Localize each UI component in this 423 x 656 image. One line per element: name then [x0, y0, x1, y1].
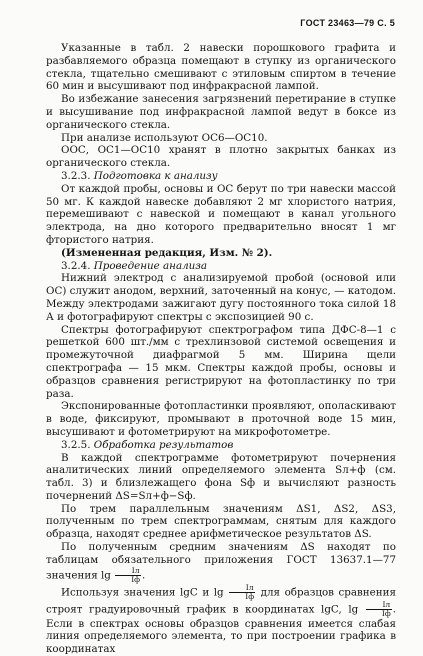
paragraph: ООС, ОС1—ОС10 хранят в плотно закрытых банках из органического стекла. — [46, 144, 396, 170]
document-body — [46, 42, 396, 656]
paragraph: По трем параллельным значениям ΔS1, ΔS2, ΔS3, полученным по трем спектрограммам, снятым для каждого образца, находят среднее арифметическое результатов ΔS. — [46, 502, 396, 541]
paragraph: Используя значения lgC и lg $\frac{Iл}{Iф}$ для образцов сравнения строят градуировочный график в координатах lgC, lg $\frac{Iл}{Iф}$ . Если в спектрах основы образцов сравнения имеется слабая линия определяемого элемента, то при построении графика в координатах — [46, 582, 397, 656]
paragraph: В каждой спектрограмме фотометрируют почернения аналитических линий определяемого элемента Sл+ф (см. табл. 3) и близлежащего фона Sф и вычисляют разность почернений ΔS=Sл+ф−Sф. — [46, 451, 396, 502]
paragraph: Указанные в табл. 2 навески порошкового графита и разбавляемого образца помещают в ступку из органического стекла, тщательно смешивают с этиловым спиртом в течение 60 мин и высушивают под инфракрасной лампой. — [46, 42, 396, 93]
revision-note: (Измененная редакция, Изм. № 2). — [61, 246, 273, 259]
paragraph: Во избежание занесения загрязнений перетирание в ступке и высушивание под инфракрасной лампой ведут в боксе из органического стекла. — [46, 93, 396, 131]
fraction-formula: $\frac{Iл}{Iф}$ — [366, 601, 392, 618]
paragraph: От каждой пробы, основы и ОС берут по три навески массой 50 мг. К каждой навеске добавляют 2 мг хлористого натрия, перемешивают с навеской и помещают в канал угольного электрода, на дно которого предварительно вносят 1 мг фтористого натрия. — [46, 182, 396, 246]
page-header: ГОСТ 23463—79 С. 5 — [300, 18, 395, 28]
fraction-formula: $\frac{Iл}{Iф}$ — [115, 567, 141, 584]
paragraph: При анализе используют ОС6—ОС10. — [61, 131, 268, 144]
paragraph: Спектры фотографируют спектрографом типа ДФС-8—1 с решеткой 600 шт./мм с трехлинзовой системой освещения и промежуточной диафрагмой 5 мм. Ширина щели спектрографа — 15 мкм. Спектры каждой пробы, основы и образцов сравнения регистрируют на фотопластинку по три раза. — [46, 323, 396, 400]
section-heading: 3.2.4. Проведение анализа — [61, 259, 208, 272]
section-heading: 3.2.5. Обработка результатов — [61, 438, 234, 451]
fraction-formula: $\frac{Iл}{Iф}$ — [229, 584, 255, 601]
paragraph: По полученным средним значениям ΔS находят по таблицам обязательного приложения ГОСТ 13637.1—77 значения lg $\frac{Iл}{Iф}$ . — [46, 541, 396, 584]
paragraph: Нижний электрод с анализируемой пробой (основой или ОС) служит анодом, верхний, заточенный на конус, — катодом. Между электродами зажигают дугу постоянного тока силой 18 А и фотографируют спектры с экспозицией 90 с. — [46, 272, 396, 323]
section-heading: 3.2.3. Подготовка к анализу — [61, 169, 218, 182]
paragraph: Экспонированные фотопластинки проявляют, ополаскивают в воде, фиксируют, промывают в проточной воде 15 мин, высушивают и фотометрируют на микрофотометре. — [46, 400, 396, 438]
